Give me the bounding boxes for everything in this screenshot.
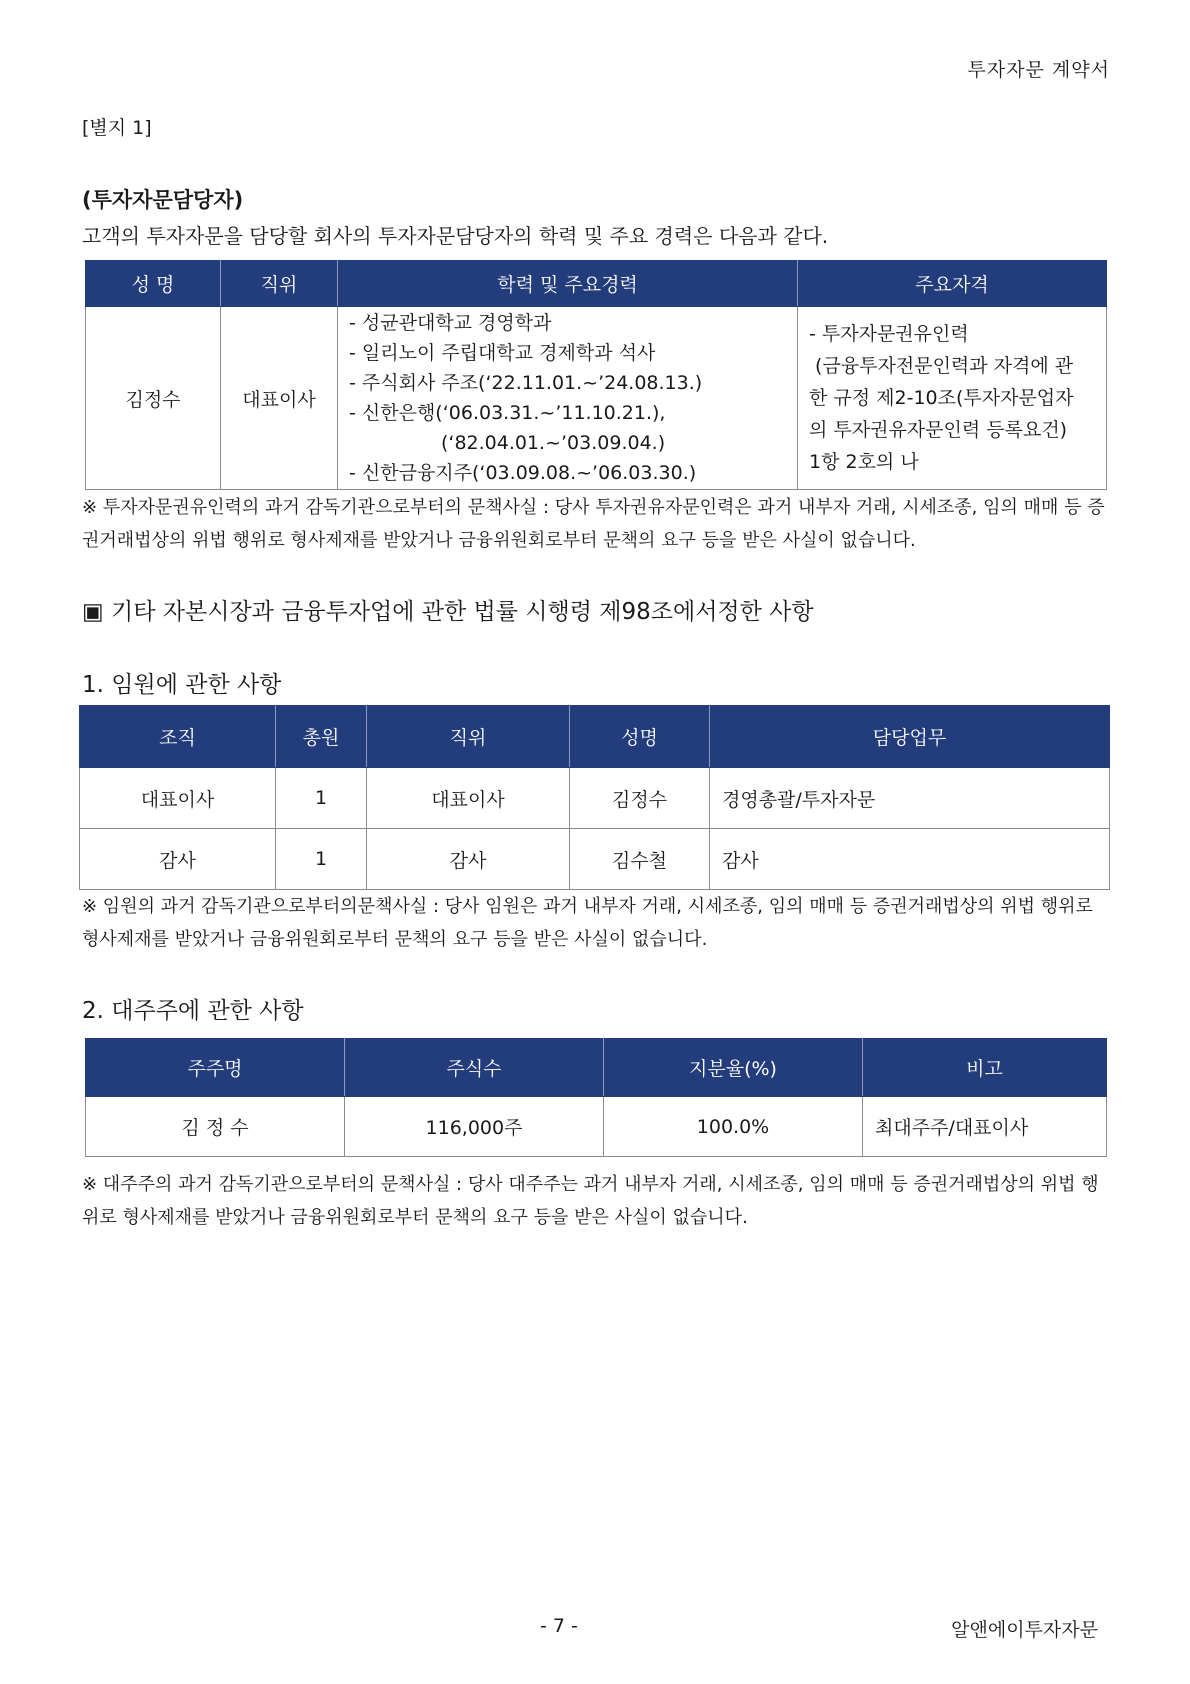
column-header: 총원 xyxy=(276,706,367,768)
column-header: 담당업무 xyxy=(710,706,1110,768)
officers-note: ※ 임원의 과거 감독기관으로부터의문책사실 : 당사 임원은 과거 내부자 거래, 시세조종, 임의 매매 등 증권거래법상의 위법 행위로 형사제재를 받았거나 금융위원회로부터 문책의 요구 등을 받은 사실이 없습니다. xyxy=(82,896,1093,950)
shareholders-note: ※ 대주주의 과거 감독기관으로부터의 문책사실 : 당사 대주주는 과거 내부자 거래, 시세조종, 임의 매매 등 증권거래법상의 위법 행위로 형사제재를 받았거나 금융위원회로부터 문책의 요구 등을 받은 사실이 없습니다. xyxy=(82,1174,1099,1228)
officer-org: 감사 xyxy=(80,829,276,890)
qualification-line: 1항 2호의 나 xyxy=(809,451,919,473)
officers-table xyxy=(79,705,1110,890)
table-row xyxy=(80,768,1110,829)
column-header: 조직 xyxy=(80,706,276,768)
table-row xyxy=(80,829,1110,890)
table-header-row xyxy=(80,706,1110,768)
officer-org: 대표이사 xyxy=(80,768,276,829)
annex-label: [별지 1] xyxy=(82,117,152,139)
column-header: 학력 및 주요경력 xyxy=(338,261,798,307)
shareholder-remark: 최대주주/대표이사 xyxy=(863,1097,1107,1157)
column-header: 직위 xyxy=(221,261,338,307)
shareholders-table xyxy=(85,1038,1107,1157)
advisor-career xyxy=(338,307,798,490)
other-section-title: ▣ 기타 자본시장과 금융투자업에 관한 법률 시행령 제98조에서정한 사항 xyxy=(82,599,814,625)
advisor-name: 김정수 xyxy=(86,307,221,490)
column-header: 지분율(%) xyxy=(604,1039,863,1097)
column-header: 성 명 xyxy=(86,261,221,307)
officer-duty: 경영총괄/투자자문 xyxy=(710,768,1110,829)
advisor-section-title: (투자자문담당자) xyxy=(82,188,244,212)
qualification-line: (금융투자전문인력과 자격에 관 xyxy=(809,355,1074,377)
officer-count: 1 xyxy=(276,829,367,890)
column-header: 주식수 xyxy=(345,1039,604,1097)
advisor-qualification xyxy=(798,307,1107,490)
table-header-row xyxy=(86,261,1107,307)
column-header: 주주명 xyxy=(86,1039,345,1097)
shareholders-section-title: 2. 대주주에 관한 사항 xyxy=(82,998,304,1024)
table-row xyxy=(86,1097,1107,1157)
career-line: - 성균관대학교 경영학과 xyxy=(349,312,552,334)
career-line: - 주식회사 주조(‘22.11.01.~’24.08.13.) xyxy=(349,372,703,394)
page-number: - 7 - xyxy=(540,1615,578,1637)
career-line: - 신한금융지주(‘03.09.08.~’06.03.30.) xyxy=(349,462,697,484)
shareholder-shares: 116,000주 xyxy=(345,1097,604,1157)
officer-position: 감사 xyxy=(367,829,570,890)
career-line: - 일리노이 주립대학교 경제학과 석사 xyxy=(349,342,656,364)
qualification-line: - 투자자문권유인력 xyxy=(809,323,969,345)
column-header: 성명 xyxy=(570,706,710,768)
officer-name: 김정수 xyxy=(570,768,710,829)
qualification-line: 한 규정 제2-10조(투자자문업자 xyxy=(809,387,1074,409)
table-header-row xyxy=(86,1039,1107,1097)
column-header: 직위 xyxy=(367,706,570,768)
advisor-intro-text: 고객의 투자자문을 담당할 회사의 투자자문담당자의 학력 및 주요 경력은 다음과 같다. xyxy=(82,224,829,248)
advisor-table xyxy=(85,260,1107,490)
table-row xyxy=(86,307,1107,490)
footer-company-name: 알앤에이투자자문 xyxy=(951,1619,1098,1641)
officer-name: 김수철 xyxy=(570,829,710,890)
officers-section-title: 1. 임원에 관한 사항 xyxy=(82,672,282,698)
career-line: - 신한은행(‘06.03.31.~’11.10.21.), xyxy=(349,402,666,424)
officer-position: 대표이사 xyxy=(367,768,570,829)
officer-duty: 감사 xyxy=(710,829,1110,890)
shareholder-ratio: 100.0% xyxy=(604,1097,863,1157)
advisor-note: ※ 투자자문권유인력의 과거 감독기관으로부터의 문책사실 : 당사 투자권유자문인력은 과거 내부자 거래, 시세조종, 임의 매매 등 증권거래법상의 위법 행위로 형사제재를 받았거나 금융위원회로부터 문책의 요구 등을 받은 사실이 없습니다. xyxy=(82,497,1105,551)
document-header-title: 투자자문 계약서 xyxy=(967,59,1110,81)
shareholder-name: 김 정 수 xyxy=(86,1097,345,1157)
column-header: 비고 xyxy=(863,1039,1107,1097)
column-header: 주요자격 xyxy=(798,261,1107,307)
advisor-position: 대표이사 xyxy=(221,307,338,490)
career-line: (‘82.04.01.~’03.09.04.) xyxy=(441,432,666,454)
officer-count: 1 xyxy=(276,768,367,829)
qualification-line: 의 투자권유자문인력 등록요건) xyxy=(809,419,1068,441)
